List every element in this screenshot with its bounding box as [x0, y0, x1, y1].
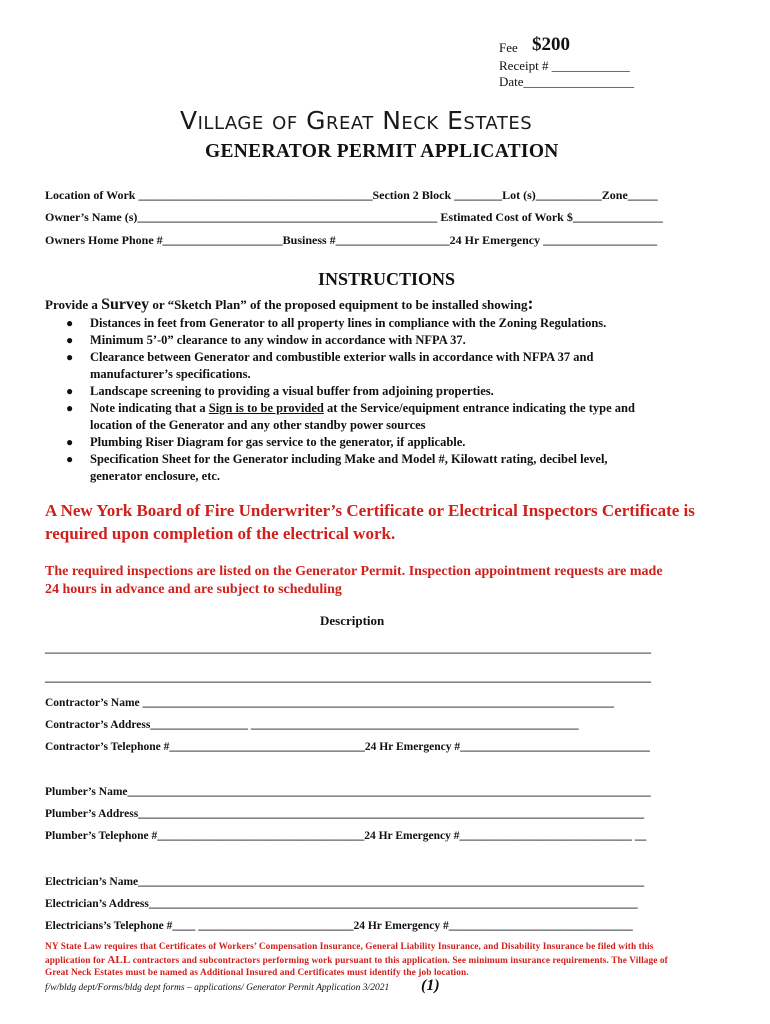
- list-item-text-cont: generator enclosure, etc.: [90, 469, 221, 483]
- intro-survey: Survey: [101, 296, 150, 313]
- list-item: [62, 451, 722, 485]
- insurance-notice: [45, 941, 668, 980]
- plumber-name-field[interactable]: Plumber’s Name___________________________________________________________________________________________: [45, 786, 651, 798]
- instructions-list: [62, 315, 722, 485]
- insurance-text: application for: [45, 955, 108, 966]
- list-item-text: Landscape screening to providing a visual buffer from adjoining properties.: [90, 384, 494, 398]
- electrician-address-field[interactable]: Electrician’s Address_____________________________________________________________________________________: [45, 898, 638, 910]
- list-item-text: Plumbing Riser Diagram for gas service to the generator, if applicable.: [90, 435, 466, 449]
- instructions-heading: INSTRUCTIONS: [318, 269, 456, 289]
- date-field: Date_________________: [499, 74, 635, 89]
- receipt-field: Receipt # ____________: [499, 58, 630, 73]
- owner-field: Owner’s Name (s)__________________________________________________ Estimated Cost of Work $_______________: [45, 210, 663, 224]
- bullet-icon: ●: [66, 333, 74, 347]
- bullet-icon: ●: [66, 401, 74, 415]
- list-item-text: Specification Sheet for the Generator including Make and Model #, Kilowatt rating, decibel level,: [90, 452, 608, 466]
- intro-text-b: or “Sketch Plan” of the proposed equipment to be installed showing: [149, 297, 528, 312]
- description-label: Description: [320, 613, 385, 628]
- bullet-icon: ●: [66, 384, 74, 398]
- phones-field: Owners Home Phone #____________________Business #___________________24 Hr Emergency ___________________: [45, 233, 658, 247]
- list-item: [62, 400, 722, 434]
- description-line[interactable]: _____________________________________________________________________________________________________: [45, 670, 651, 684]
- contractor-telephone-field[interactable]: Contractor’s Telephone #__________________________________24 Hr Emergency #_________________________________: [45, 741, 650, 753]
- list-item: [62, 332, 722, 349]
- footer-path: f/w/bldg dept/Forms/bldg dept forms – applications/ Generator Permit Application 3/2021: [45, 983, 390, 993]
- intro-colon: :: [527, 293, 534, 313]
- inspection-notice-line: The required inspections are listed on the Generator Permit. Inspection appointment requests are made: [45, 564, 663, 579]
- contractor-name-field[interactable]: Contractor’s Name __________________________________________________________________________________: [45, 697, 614, 709]
- page-number: (1): [421, 977, 440, 994]
- insurance-all: ALL: [107, 953, 131, 966]
- description-line[interactable]: _____________________________________________________________________________________________________: [45, 641, 651, 655]
- list-item-text-cont: location of the Generator and any other standby power sources: [90, 418, 426, 432]
- bullet-icon: ●: [66, 316, 74, 330]
- list-item-text: at the Service/equipment entrance indicating the type and: [323, 401, 635, 415]
- fee-amount: $200: [532, 34, 570, 55]
- plumber-telephone-field[interactable]: Plumber’s Telephone #____________________________________24 Hr Emergency #______________________________ __: [45, 830, 647, 842]
- list-item: [62, 434, 722, 451]
- insurance-notice-line: [45, 954, 668, 968]
- list-item-text: Clearance between Generator and combustible exterior walls in accordance with NFPA 37 and: [90, 350, 594, 364]
- bullet-icon: ●: [66, 452, 74, 466]
- list-item-text: Note indicating that a: [90, 401, 209, 415]
- certificate-notice-line: A New York Board of Fire Underwriter’s Certificate or Electrical Inspectors Certificate is: [45, 501, 695, 520]
- insurance-notice-line: Great Neck Estates must be named as Additional Insured and Certificates must identify the job location.: [45, 968, 469, 978]
- list-item: [62, 315, 722, 332]
- insurance-notice-line: NY State Law requires that Certificates of Workers’ Compensation Insurance, General Liability Insurance, and Disability Insurance be filed with this: [45, 942, 654, 952]
- list-item-text: Minimum 5’-0” clearance to any window in accordance with NFPA 37.: [90, 333, 466, 347]
- list-item-text-cont: manufacturer’s specifications.: [90, 367, 251, 381]
- list-item-text: Distances in feet from Generator to all property lines in compliance with the Zoning Regulations.: [90, 316, 607, 330]
- contractor-address-field[interactable]: Contractor’s Address_________________ _________________________________________________________: [45, 719, 579, 731]
- plumber-address-field[interactable]: Plumber’s Address________________________________________________________________________________________: [45, 808, 645, 820]
- insurance-text: contractors and subcontractors performing work pursuant to this application. See minimum insurance requirements. The Village of: [130, 955, 668, 966]
- certificate-notice: [45, 499, 695, 545]
- form-title: GENERATOR PERMIT APPLICATION: [205, 141, 559, 162]
- location-field: Location of Work _______________________________________Section 2 Block ________Lot (s)___________Zone_____: [45, 188, 658, 202]
- fee-label: Fee: [499, 40, 518, 55]
- bullet-icon: ●: [66, 435, 74, 449]
- inspection-notice: [45, 563, 663, 599]
- certificate-notice-line: required upon completion of the electrical work.: [45, 524, 396, 543]
- intro-text-a: Provide a: [45, 297, 102, 312]
- electrician-name-field[interactable]: Electrician’s Name________________________________________________________________________________________: [45, 876, 645, 888]
- inspection-notice-line: 24 hours in advance and are subject to scheduling: [45, 582, 342, 597]
- list-item: [62, 383, 722, 400]
- bullet-icon: ●: [66, 350, 74, 364]
- list-item: [62, 349, 722, 383]
- sign-requirement: Sign is to be provided: [208, 401, 324, 415]
- electrician-telephone-field[interactable]: Electricians’s Telephone #____ ___________________________24 Hr Emergency #________________________________: [45, 920, 633, 932]
- village-title: Village of Great Neck Estates: [180, 106, 533, 135]
- instructions-intro: [45, 293, 533, 314]
